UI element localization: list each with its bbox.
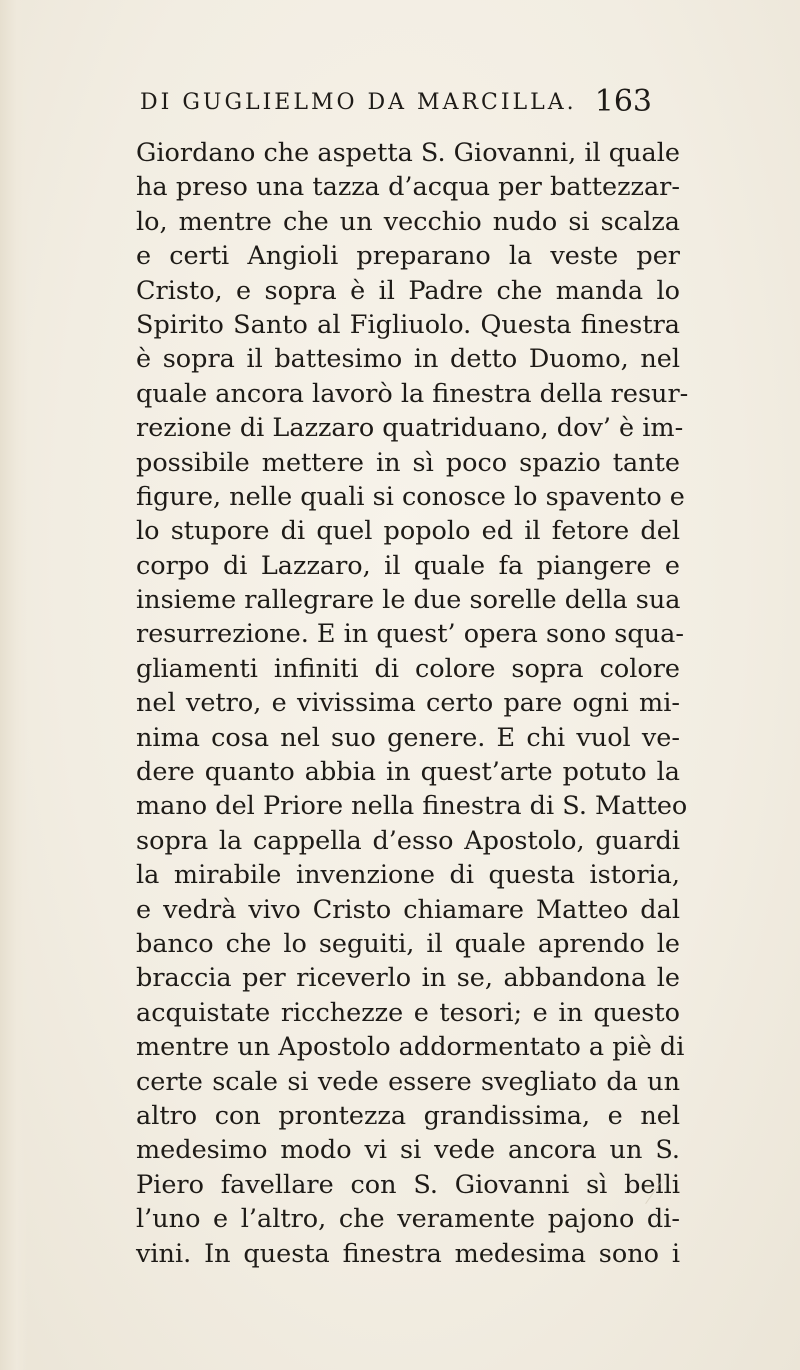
text-line: e vedrà vivo Cristo chiamare Matteo dal <box>136 894 680 925</box>
text-line: e certi Angioli preparano la veste per <box>136 241 680 272</box>
text-line: mentre un Apostolo addormentato a piè di <box>136 1032 685 1063</box>
page-header <box>0 84 800 124</box>
text-line: la mirabile invenzione di questa istoria, <box>136 860 680 891</box>
text-line: braccia per riceverlo in se, abbandona le <box>136 963 680 994</box>
text-line: vini. In questa finestra medesima sono i <box>136 1238 680 1269</box>
text-line: lo stupore di quel popolo ed il fetore del <box>136 516 680 547</box>
page-number: 163 <box>594 84 652 119</box>
body-text <box>136 136 689 1271</box>
text-line: possibile mettere in sì poco spazio tante <box>136 447 680 478</box>
text-line: l’uno e l’altro, che veramente pajono di- <box>136 1204 680 1235</box>
running-head: DI GUGLIELMO DA MARCILLA. <box>140 90 577 115</box>
text-line: corpo di Lazzaro, il quale fa piangere e <box>136 550 680 581</box>
text-line: altro con prontezza grandissima, e nel <box>136 1100 680 1131</box>
binding-gutter-shadow <box>0 0 28 1370</box>
text-line: Piero favellare con S. Giovanni sì belli <box>136 1169 680 1200</box>
text-line: certe scale si vede essere svegliato da un <box>136 1066 680 1097</box>
text-line: lo, mentre che un vecchio nudo si scalza <box>136 206 680 237</box>
text-line: insieme rallegrare le due sorelle della sua <box>136 585 681 616</box>
text-line: gliamenti infiniti di colore sopra colore <box>136 653 680 684</box>
text-line: quale ancora lavorò la finestra della resur- <box>136 378 689 409</box>
text-line: rezione di Lazzaro quatriduano, dov’ è im- <box>136 413 684 444</box>
text-line: è sopra il battesimo in detto Duomo, nel <box>136 344 680 375</box>
text-line: nel vetro, e vivissima certo pare ogni mi- <box>136 688 680 719</box>
text-line: acquistate ricchezze e tesori; e in questo <box>136 997 680 1028</box>
text-line: Cristo, e sopra è il Padre che manda lo <box>136 275 680 306</box>
text-line: resurrezione. E in quest’ opera sono squa- <box>136 619 684 650</box>
text-line: medesimo modo vi si vede ancora un S. <box>136 1135 680 1166</box>
text-line: Spirito Santo al Figliuolo. Questa finestra <box>136 309 680 340</box>
text-line: banco che lo seguiti, il quale aprendo le <box>136 928 680 959</box>
text-line: mano del Priore nella finestra di S. Matteo <box>136 791 688 822</box>
text-line: nima cosa nel suo genere. E chi vuol ve- <box>136 722 680 753</box>
text-line: sopra la cappella d’esso Apostolo, guardi <box>136 825 680 856</box>
text-line: figure, nelle quali si conosce lo spavento e <box>136 481 685 512</box>
text-line: ha preso una tazza d’acqua per battezzar- <box>136 172 680 203</box>
text-line: Giordano che aspetta S. Giovanni, il quale <box>136 138 680 168</box>
text-line: dere quanto abbia in quest’arte potuto la <box>136 757 680 788</box>
